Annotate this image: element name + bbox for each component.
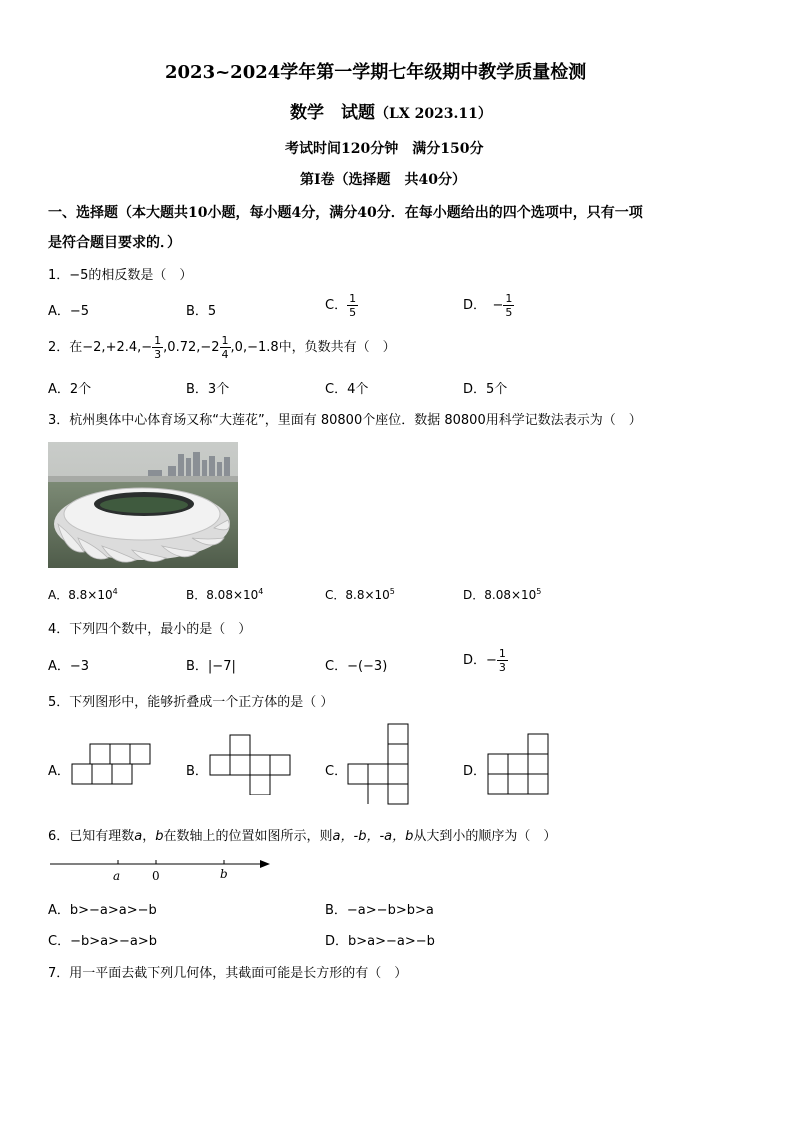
- q3-option-c: C．$8.8\times 10^5$: [325, 587, 395, 602]
- net-figure-c: [346, 722, 410, 806]
- exam-code: （LX 2023.11）: [375, 106, 492, 122]
- subject-name: 数学 试题: [290, 103, 375, 123]
- section-instruction-line2: 是符合题目要求的．）: [48, 235, 181, 251]
- q4-option-a: A．−3: [48, 659, 90, 674]
- q5-stem: 5．下列图形中，能够折叠成一个正方体的是（ ）: [48, 695, 334, 710]
- net-figure-d: [486, 732, 550, 796]
- q2-option-d: D．5个: [463, 382, 508, 397]
- q2-fraction-2: $\frac{1}{4}$: [221, 334, 229, 361]
- q6-stem: 6．已知有理数a，b在数轴上的位置如图所示，则a，-b，-a，b从大到小的顺序为（ ）: [48, 829, 557, 844]
- q2-fraction-1: $\frac{1}{3}$: [154, 334, 162, 361]
- volume-title: 第Ⅰ卷（选择题 共40分）: [300, 172, 467, 188]
- stadium-illustration: [48, 442, 238, 568]
- q5-option-c: C．: [325, 764, 348, 779]
- q3-option-b: B．$8.08\times 10^4$: [186, 587, 264, 602]
- q2-option-a: A．2个: [48, 382, 92, 397]
- exam-title: 2023~2024学年第一学期七年级期中教学质量检测: [165, 62, 587, 83]
- exam-info: 考试时间120分钟 满分150分: [285, 141, 484, 157]
- q2-option-b: B．3个: [186, 382, 230, 397]
- q1-option-c: C． $\frac{1}{5}$: [325, 292, 357, 319]
- q6-option-b: B．−a>−b>b>a: [325, 903, 434, 918]
- q3-option-a: A．$8.8\times 10^4$: [48, 587, 118, 602]
- axis-label-b: b: [220, 867, 228, 881]
- q4-d-fraction: $\frac{1}{3}$: [498, 647, 506, 674]
- axis-label-a: a: [113, 869, 121, 883]
- number-line: [48, 852, 273, 886]
- q1-option-d: D． − $\frac{1}{5}$: [463, 292, 513, 319]
- q2-stem: 2．在−2,+2.4,− $\frac{1}{3}$ ,0.72,−2 $\frac{1}{4}$ ,0,−1.8中，负数共有（ ）: [48, 334, 396, 361]
- section-instruction-line1: 一、选择题（本大题共10小题，每小题4分，满分40分．在每小题给出的四个选项中，只有一项: [48, 205, 643, 221]
- q4-stem: 4．下列四个数中，最小的是（ ）: [48, 622, 252, 637]
- q5-option-b: B．: [186, 764, 208, 779]
- q1-option-b: B．5: [186, 304, 217, 319]
- q4-option-b: B．|−7|: [186, 659, 236, 674]
- q1-d-fraction: $\frac{1}{5}$: [505, 292, 513, 319]
- q1-c-fraction: $\frac{1}{5}$: [349, 292, 357, 319]
- stadium-photo: [48, 442, 238, 568]
- net-figure-a: [70, 742, 155, 786]
- q6-option-d: D．b>a>−a>−b: [325, 934, 435, 949]
- q3-option-d: D．$8.08\times 10^5$: [463, 587, 542, 602]
- q4-option-c: C．−(−3): [325, 659, 388, 674]
- arrow-right-icon: [260, 860, 270, 868]
- axis-label-zero: 0: [152, 869, 160, 883]
- q5-option-d: D．: [463, 764, 487, 779]
- subject-title: [290, 98, 492, 123]
- q2-option-c: C．4个: [325, 382, 369, 397]
- q1-stem: 1．−5的相反数是（ ）: [48, 268, 193, 283]
- q5-option-a: A．: [48, 764, 70, 779]
- q6-option-c: C．−b>a>−a>b: [48, 934, 157, 949]
- net-figure-b: [208, 733, 292, 795]
- q4-option-d: D．− $\frac{1}{3}$: [463, 647, 506, 674]
- q3-stem: 3．杭州奥体中心体育场又称“大莲花”，里面有 80800个座位．数据 80800用科学记数法表示为（ ）: [48, 413, 642, 428]
- q6-option-a: A．b>−a>a>−b: [48, 903, 157, 918]
- q7-stem: 7．用一平面去截下列几何体，其截面可能是长方形的有（ ）: [48, 966, 408, 981]
- q1-option-a: A．−5: [48, 304, 90, 319]
